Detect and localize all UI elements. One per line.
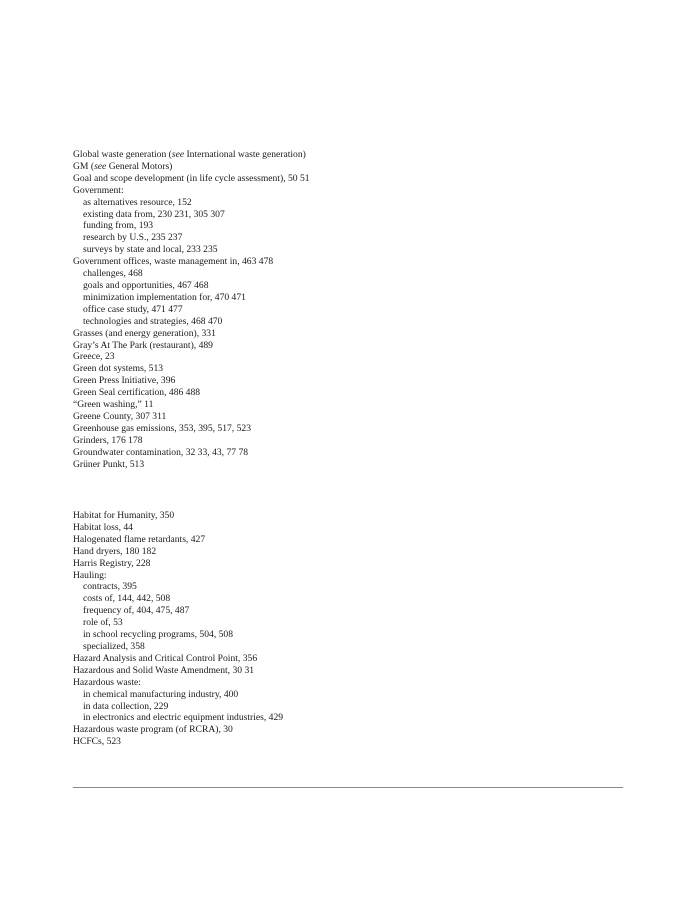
index-entry <box>73 173 633 185</box>
index-subentry <box>73 280 633 292</box>
index-section-h <box>73 510 633 748</box>
index-subentry <box>73 292 633 304</box>
entry-text: Hazardous waste program (of RCRA), 30 <box>73 724 233 736</box>
index-entry <box>73 558 633 570</box>
entry-text: contracts, 395 <box>83 581 137 593</box>
entry-text: Halogenated flame retardants, 427 <box>73 533 206 545</box>
index-subentry <box>73 605 633 617</box>
entry-text: Government offices, waste management in, 463 478 <box>73 256 274 268</box>
index-entry <box>73 423 633 435</box>
entry-text: role of, 53 <box>83 617 123 629</box>
entry-text: Hand dryers, 180 182 <box>73 545 157 557</box>
entry-text: Greece, 23 <box>73 351 115 363</box>
index-subentry <box>73 316 633 328</box>
entry-text: Greene County, 307 311 <box>73 410 167 422</box>
entry-text: HCFCs, 523 <box>73 736 121 748</box>
entry-text: Greenhouse gas emissions, 353, 395, 517, 523 <box>73 422 251 434</box>
entry-text: frequency of, 404, 475, 487 <box>83 605 190 617</box>
entry-text: Gray’s At The Park (restaurant), 489 <box>73 339 213 351</box>
index-entry <box>73 185 633 197</box>
entry-text: minimization implementation for, 470 471 <box>83 291 246 303</box>
index-subentry <box>73 581 633 593</box>
index-entry <box>73 328 633 340</box>
entry-text: as alternatives resource, 152 <box>83 196 192 208</box>
entry-text: Green dot systems, 513 <box>73 363 164 375</box>
index-entry <box>73 510 633 522</box>
see-reference: see <box>171 149 185 160</box>
entry-text: GM ( <box>73 160 95 172</box>
index-subentry <box>73 629 633 641</box>
index-subentry <box>73 617 633 629</box>
index-entry <box>73 677 633 689</box>
entry-text: costs of, 144, 442, 508 <box>83 593 171 605</box>
index-entry <box>73 256 633 268</box>
index-entry <box>73 435 633 447</box>
index-entry <box>73 340 633 352</box>
entry-text: Hazard Analysis and Critical Control Point, 356 <box>73 652 258 664</box>
index-entry <box>73 375 633 387</box>
index-subentry <box>73 712 633 724</box>
entry-text: Grüner Punkt, 513 <box>73 458 145 470</box>
index-entry <box>73 665 633 677</box>
index-subentry <box>73 701 633 713</box>
index-entry <box>73 570 633 582</box>
index-entry <box>73 724 633 736</box>
entry-text: funding from, 193 <box>83 220 154 232</box>
entry-text: Grinders, 176 178 <box>73 434 143 446</box>
entry-text: specialized, 358 <box>83 640 145 652</box>
entry-text: Green Press Initiative, 396 <box>73 375 176 387</box>
footer-rule <box>73 787 623 788</box>
index-entry <box>73 411 633 423</box>
index-subentry <box>73 593 633 605</box>
entry-text: Groundwater contamination, 32 33, 43, 77 78 <box>73 446 249 458</box>
entry-text: research by U.S., 235 237 <box>83 232 183 244</box>
index-entry <box>73 459 633 471</box>
entry-text: office case study, 471 477 <box>83 303 183 315</box>
index-entry <box>73 399 633 411</box>
entry-text: in chemical manufacturing industry, 400 <box>83 688 239 700</box>
index-subentry <box>73 244 633 256</box>
entry-text: Hauling: <box>73 569 107 581</box>
entry-text: Hazardous and Solid Waste Amendment, 30 31 <box>73 664 255 676</box>
entry-text: Global waste generation ( <box>73 149 172 160</box>
index-subentry <box>73 268 633 280</box>
index-entry <box>73 149 633 161</box>
see-reference: see <box>94 160 107 172</box>
entry-text: Harris Registry, 228 <box>73 557 151 569</box>
index-section-g <box>73 149 633 470</box>
see-target: International waste generation) <box>184 149 306 160</box>
index-entry <box>73 351 633 363</box>
index-entry <box>73 363 633 375</box>
entry-text: in electronics and electric equipment industries, 429 <box>83 712 284 724</box>
index-subentry <box>73 689 633 701</box>
entry-text: in data collection, 229 <box>83 700 169 712</box>
index-subentry <box>73 641 633 653</box>
index-entry <box>73 447 633 459</box>
index-entry <box>73 546 633 558</box>
entry-text: “Green washing,” 11 <box>73 399 154 411</box>
entry-text: Goal and scope development (in life cycle assessment), 50 51 <box>73 172 310 184</box>
index-subentry <box>73 197 633 209</box>
index-entry <box>73 161 633 173</box>
entry-text: Hazardous waste: <box>73 676 141 688</box>
entry-text: Government: <box>73 184 124 196</box>
index-entry <box>73 736 633 748</box>
entry-text: in school recycling programs, 504, 508 <box>83 629 234 641</box>
index-entry <box>73 522 633 534</box>
index-subentry <box>73 220 633 232</box>
index-subentry <box>73 209 633 221</box>
entry-text: Green Seal certification, 486 488 <box>73 387 201 399</box>
entry-text: goals and opportunities, 467 468 <box>83 279 209 291</box>
entry-text: existing data from, 230 231, 305 307 <box>83 208 225 220</box>
entry-text: challenges, 468 <box>83 268 143 280</box>
see-target: General Motors) <box>106 160 173 172</box>
entry-text: surveys by state and local, 233 235 <box>83 244 218 256</box>
index-subentry <box>73 304 633 316</box>
entry-text: Habitat for Humanity, 350 <box>73 510 175 521</box>
index-entry <box>73 534 633 546</box>
index-subentry <box>73 232 633 244</box>
entry-text: technologies and strategies, 468 470 <box>83 315 223 327</box>
index-entry <box>73 387 633 399</box>
entry-text: Habitat loss, 44 <box>73 521 133 533</box>
index-entry <box>73 653 633 665</box>
entry-text: Grasses (and energy generation), 331 <box>73 327 216 339</box>
